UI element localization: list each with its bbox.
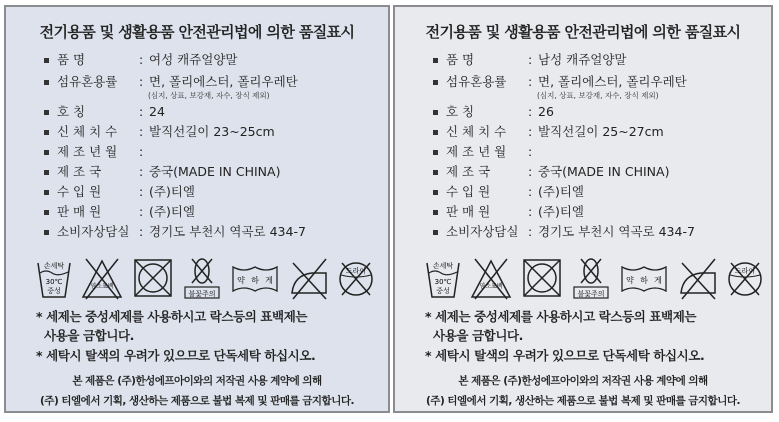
row-colon: : — [528, 204, 533, 219]
bullet-icon — [44, 130, 49, 135]
care-instruction: * 세제는 중성세제를 사용하시고 락스등의 표백제는 — [36, 309, 308, 324]
row-colon: : — [139, 144, 144, 159]
svg-text:중성: 중성 — [436, 287, 450, 295]
row-colon: : — [139, 52, 144, 67]
care-label-women — [4, 5, 390, 413]
bullet-icon — [44, 150, 49, 155]
row-colon: : — [528, 164, 533, 179]
care-instruction: 사용을 금합니다. — [433, 328, 524, 343]
info-row — [433, 75, 687, 89]
info-row — [44, 125, 275, 139]
row-colon: : — [528, 184, 533, 199]
bullet-icon — [44, 80, 49, 85]
no-bleach-icon — [80, 255, 124, 301]
fiber-note: (심지, 상표, 보강재, 자수, 장식 제외) — [537, 91, 659, 100]
wring-gently-icon — [230, 255, 280, 301]
info-row — [433, 145, 538, 159]
row-value: 발직선길이 25~27cm — [538, 124, 664, 139]
bullet-icon — [433, 190, 438, 195]
bullet-icon — [433, 170, 438, 175]
row-value: 면, 폴리에스터, 폴리우레탄 — [538, 74, 687, 89]
row-colon: : — [528, 74, 533, 89]
row-key: 제 조 년 월 — [446, 144, 507, 159]
no-tumble-dry-icon — [132, 255, 174, 301]
row-key: 제 조 국 — [446, 164, 491, 179]
hand-wash-icon — [423, 255, 463, 301]
info-row — [44, 145, 149, 159]
no-iron-icon — [677, 255, 719, 301]
svg-text:드라이: 드라이 — [734, 267, 756, 275]
svg-text:게: 게 — [265, 276, 273, 285]
row-key: 신 체 치 수 — [446, 124, 507, 139]
care-instruction: 사용을 금합니다. — [44, 328, 135, 343]
info-row — [433, 225, 695, 239]
row-colon: : — [139, 224, 144, 239]
row-value: 중국(MADE IN CHINA) — [538, 164, 670, 179]
row-key: 소비자상담실 — [57, 224, 130, 239]
row-key: 호 칭 — [446, 104, 475, 119]
svg-text:하: 하 — [251, 276, 259, 285]
no-tumble-dry-icon — [521, 255, 563, 301]
bullet-icon — [44, 190, 49, 195]
no-dry-clean-icon — [725, 255, 765, 301]
hand-wash-icon — [34, 255, 74, 301]
info-row — [433, 185, 584, 199]
row-value: 중국(MADE IN CHINA) — [149, 164, 281, 179]
info-row — [44, 225, 306, 239]
row-key: 제 조 년 월 — [57, 144, 118, 159]
svg-text:약: 약 — [626, 276, 634, 285]
row-key: 소비자상담실 — [446, 224, 519, 239]
row-key: 호 칭 — [57, 104, 86, 119]
bullet-icon — [44, 58, 49, 63]
row-colon: : — [139, 104, 144, 119]
care-instruction: * 세탁시 탈색의 우려가 있으므로 단독세탁 하십시오. — [36, 348, 316, 363]
row-colon: : — [528, 144, 533, 159]
info-row — [44, 205, 195, 219]
care-symbols — [34, 255, 374, 303]
info-row — [44, 105, 165, 119]
row-key: 제 조 국 — [57, 164, 102, 179]
bullet-icon — [433, 230, 438, 235]
row-key: 수 입 원 — [57, 184, 102, 199]
info-row — [433, 125, 664, 139]
row-key: 품 명 — [446, 52, 475, 67]
row-key: 판 매 원 — [57, 204, 102, 219]
fire-caution-icon — [182, 255, 222, 301]
svg-text:30℃: 30℃ — [434, 278, 452, 286]
copyright-notice: 본 제품은 (주)한성에프아이와의 저작권 사용 계약에 의해 — [72, 375, 322, 387]
info-row — [44, 75, 298, 89]
copyright-notice: (주) 티엘에서 기획, 생산하는 제품으로 불법 복제 및 판매를 금지합니다. — [40, 395, 354, 407]
row-colon: : — [528, 52, 533, 67]
svg-text:중성: 중성 — [47, 287, 61, 295]
care-label-men — [393, 5, 773, 413]
info-row — [433, 105, 554, 119]
info-row — [433, 205, 584, 219]
row-colon: : — [139, 184, 144, 199]
svg-text:하: 하 — [640, 276, 648, 285]
bullet-icon — [433, 210, 438, 215]
row-value: 발직선길이 23~25cm — [149, 124, 275, 139]
label-title: 전기용품 및 생활용품 안전관리법에 의한 품질표시 — [425, 23, 741, 41]
row-value: 경기도 부천시 역곡로 434-7 — [538, 224, 695, 239]
info-row — [44, 165, 280, 179]
row-colon: : — [528, 104, 533, 119]
bullet-icon — [433, 110, 438, 115]
no-bleach-icon — [469, 255, 513, 301]
svg-text:불꽃주의: 불꽃주의 — [577, 290, 605, 298]
row-colon: : — [139, 164, 144, 179]
row-value: 남성 캐쥬얼양말 — [538, 52, 627, 67]
info-row — [433, 53, 627, 67]
wring-gently-icon — [619, 255, 669, 301]
row-colon: : — [139, 74, 144, 89]
svg-text:약: 약 — [237, 276, 245, 285]
row-key: 섬유혼용률 — [57, 74, 118, 89]
row-colon: : — [139, 124, 144, 139]
row-value: (주)티엘 — [538, 204, 584, 219]
bullet-icon — [44, 170, 49, 175]
svg-text:게: 게 — [654, 276, 662, 285]
bullet-icon — [433, 150, 438, 155]
row-key: 수 입 원 — [446, 184, 491, 199]
svg-text:드라이: 드라이 — [345, 267, 367, 275]
row-key: 섬유혼용률 — [446, 74, 507, 89]
row-colon: : — [139, 204, 144, 219]
label-title: 전기용품 및 생활용품 안전관리법에 의한 품질표시 — [39, 23, 355, 41]
bullet-icon — [433, 80, 438, 85]
fire-caution-icon — [571, 255, 611, 301]
svg-text:손세탁: 손세탁 — [43, 262, 65, 270]
bullet-icon — [44, 210, 49, 215]
care-instruction: * 세탁시 탈색의 우려가 있으므로 단독세탁 하십시오. — [425, 348, 705, 363]
care-instruction: * 세제는 중성세제를 사용하시고 락스등의 표백제는 — [425, 309, 697, 324]
row-value: 경기도 부천시 역곡로 434-7 — [149, 224, 306, 239]
row-key: 판 매 원 — [446, 204, 491, 219]
info-row — [433, 165, 669, 179]
row-value: 면, 폴리에스터, 폴리우레탄 — [149, 74, 298, 89]
row-value: (주)티엘 — [149, 204, 195, 219]
bullet-icon — [433, 58, 438, 63]
info-row — [44, 185, 195, 199]
svg-text:염소표백: 염소표백 — [479, 283, 503, 290]
row-value: 24 — [149, 104, 165, 119]
svg-text:불꽃주의: 불꽃주의 — [188, 290, 216, 298]
bullet-icon — [44, 110, 49, 115]
no-dry-clean-icon — [336, 255, 376, 301]
fiber-note: (심지, 상표, 보강재, 자수, 장식 제외) — [148, 91, 270, 100]
row-colon: : — [528, 224, 533, 239]
svg-text:손세탁: 손세탁 — [432, 262, 454, 270]
row-key: 신 체 치 수 — [57, 124, 118, 139]
row-key: 품 명 — [57, 52, 86, 67]
row-value: (주)티엘 — [149, 184, 195, 199]
no-iron-icon — [288, 255, 330, 301]
row-value: 여성 캐쥬얼양말 — [149, 52, 238, 67]
bullet-icon — [433, 130, 438, 135]
svg-text:30℃: 30℃ — [45, 278, 63, 286]
row-colon: : — [528, 124, 533, 139]
row-value: 26 — [538, 104, 554, 119]
care-symbols — [423, 255, 763, 303]
bullet-icon — [44, 230, 49, 235]
copyright-notice: 본 제품은 (주)한성에프아이와의 저작권 사용 계약에 의해 — [458, 375, 708, 387]
info-row — [44, 53, 238, 67]
svg-text:염소표백: 염소표백 — [90, 283, 114, 290]
copyright-notice: (주) 티엘에서 기획, 생산하는 제품으로 불법 복제 및 판매를 금지합니다. — [426, 395, 740, 407]
row-value: (주)티엘 — [538, 184, 584, 199]
